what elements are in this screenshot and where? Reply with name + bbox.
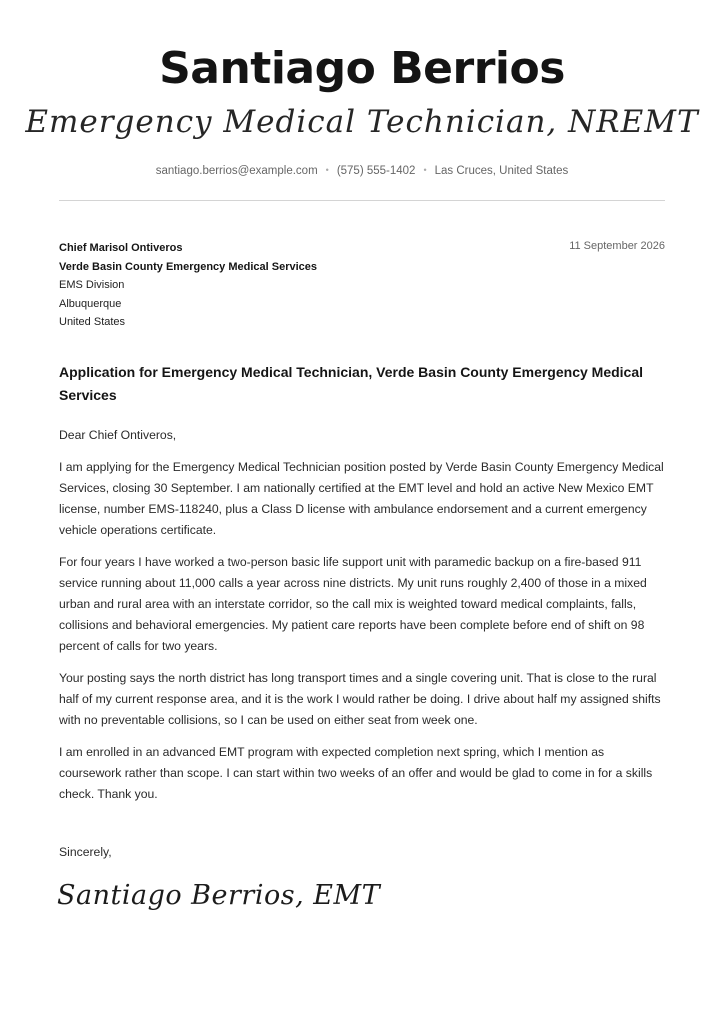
body-paragraph: I am enrolled in an advanced EMT program with expected completion next spring, which I mention as coursework rather than scope. I can start within two weeks of an offer and would be glad to come in for a skills check. Thank you. xyxy=(59,745,653,801)
recipient-division: EMS Division xyxy=(59,279,125,291)
contact-email: santiago.berrios@example.com xyxy=(155,165,318,177)
recipient-city: Albuquerque xyxy=(59,297,122,310)
contact-separator: • xyxy=(325,165,329,175)
recipient-organization: Verde Basin County Emergency Medical Services xyxy=(59,260,318,273)
contact-phone: (575) 555-1402 xyxy=(336,165,416,177)
body-paragraph: For four years I have worked a two-person basic life support unit with paramedic backup on a fire-based 911 service running about 11,000 calls a year across nine districts. My unit runs roughly 2,400 of those in a mixed urban and rural area with an interstate corridor, so the call mix is weighted toward medical complaints, falls, collisions and behavioral emergencies. My patient care reports have been complete before end of shift on 98 percent of calls for two years. xyxy=(59,555,647,653)
recipient-block xyxy=(59,239,317,332)
applicant-title: Emergency Medical Technician, NREMT xyxy=(25,104,699,140)
recipient-country: United States xyxy=(59,316,126,328)
body-paragraph: I am applying for the Emergency Medical Technician position posted by Verde Basin County Emergency Medical Services, closing 30 September. I am nationally certified at the EMT level and hold an active New Mexico EMT license, number EMS-118240, plus a Class D license with ambulance endorsement and a current emergency vehicle operations certificate. xyxy=(59,460,664,537)
closing: Sincerely, xyxy=(59,845,112,859)
body-paragraph: Your posting says the north district has long transport times and a single covering unit. That is close to the rural half of my current response area, and it is the work I would rather be doing. I drive about half my assigned shifts with no preventable collisions, so I can be used on either seat from week one. xyxy=(59,671,661,727)
letter-date: 11 September 2026 xyxy=(569,240,665,252)
recipient-name: Chief Marisol Ontiveros xyxy=(59,242,183,254)
letter-body xyxy=(59,425,665,816)
signature: Santiago Berrios, EMT xyxy=(57,880,381,911)
contact-location: Las Cruces, United States xyxy=(434,165,569,177)
contact-line xyxy=(0,163,724,179)
contact-separator: • xyxy=(423,165,427,175)
header-divider xyxy=(59,200,665,201)
letter-subject: Application for Emergency Medical Technician, Verde Basin County Emergency Medical Services xyxy=(59,364,644,403)
applicant-name: Santiago Berrios xyxy=(159,43,565,94)
salutation: Dear Chief Ontiveros, xyxy=(59,428,177,442)
